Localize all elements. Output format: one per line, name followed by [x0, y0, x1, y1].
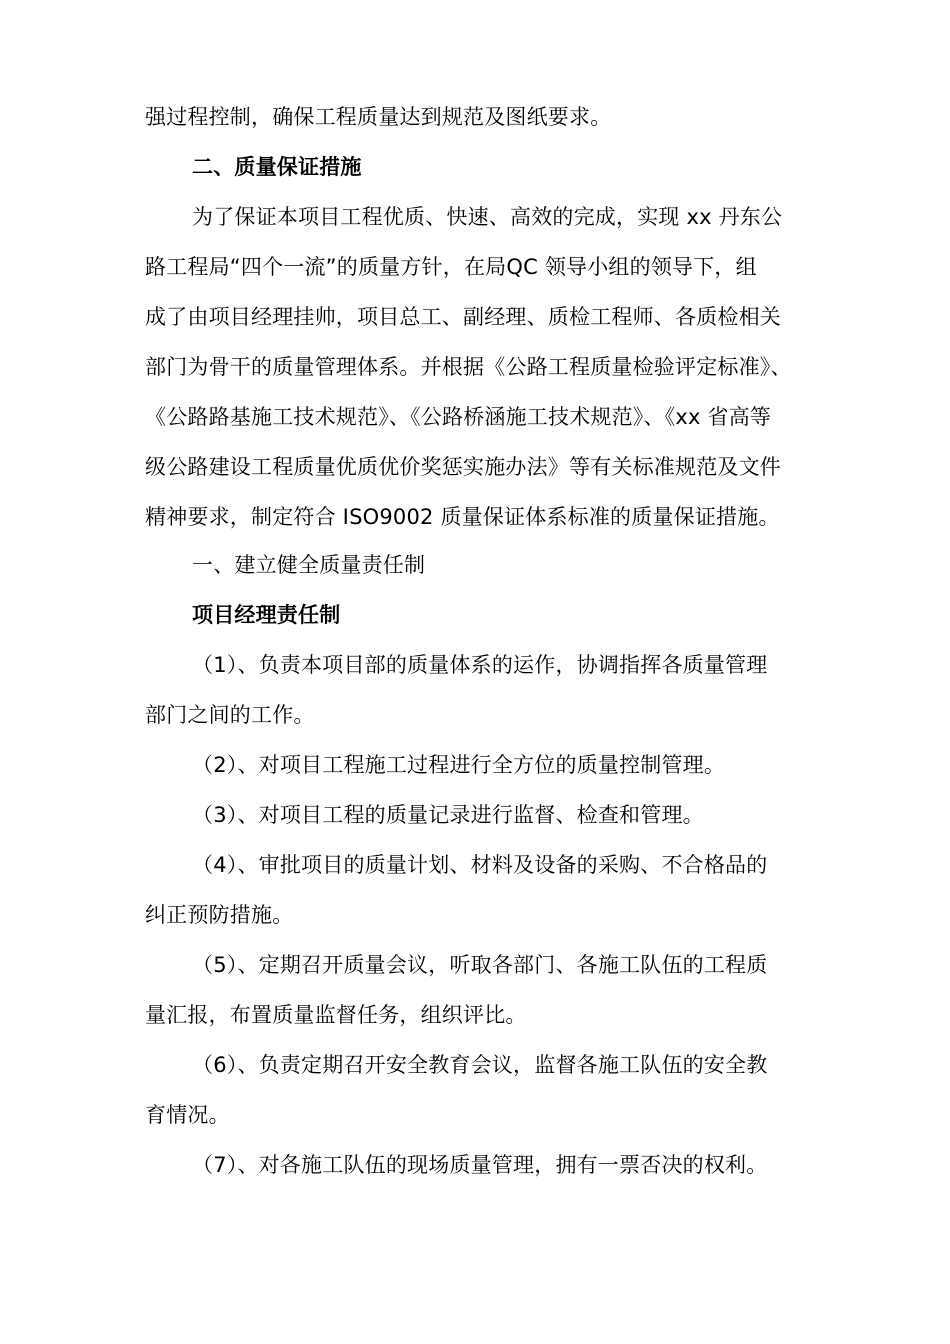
paragraph-line: 精神要求，制定符合 ISO9002 质量保证体系标准的质量保证措施。: [145, 505, 780, 529]
paragraph-line: 《公路路基施工技术规范》、《公路桥涵施工技术规范》、《xx 省高等: [145, 405, 772, 429]
list-item-continuation: 纠正预防措施。: [145, 903, 294, 927]
list-item: （4）、审批项目的质量计划、材料及设备的采购、不合格品的: [192, 853, 768, 877]
list-item: （5）、定期召开质量会议，听取各部门、各施工队伍的工程质: [192, 953, 768, 977]
paragraph-line: 强过程控制，确保工程质量达到规范及图纸要求。: [145, 105, 612, 129]
list-item: （2）、对项目工程施工过程进行全方位的质量控制管理。: [192, 753, 726, 777]
paragraph-line: 路工程局“四个一流”的质量方针，在局QC 领导小组的领导下，组: [145, 255, 757, 279]
section-heading: 二、质量保证措施: [192, 155, 362, 179]
list-item: （1）、负责本项目部的质量体系的运作，协调指挥各质量管理: [192, 653, 768, 677]
subsection-title: 项目经理责任制: [192, 603, 341, 627]
paragraph-line: 级公路建设工程质量优质优价奖惩实施办法》等有关标准规范及文件: [145, 455, 781, 479]
subsection-heading: 一、建立健全质量责任制: [192, 553, 426, 577]
paragraph-line: 成了由项目经理挂帅，项目总工、副经理、质检工程师、各质检相关: [145, 305, 781, 329]
list-item: （3）、对项目工程的质量记录进行监督、检查和管理。: [192, 803, 704, 827]
list-item-continuation: 量汇报，布置质量监督任务，组织评比。: [145, 1003, 527, 1027]
list-item-continuation: 部门之间的工作。: [145, 703, 315, 727]
list-item-continuation: 育情况。: [145, 1103, 230, 1127]
list-item: （6）、负责定期召开安全教育会议，监督各施工队伍的安全教: [192, 1053, 768, 1077]
list-item: （7）、对各施工队伍的现场质量管理，拥有一票否决的权利。: [192, 1153, 768, 1177]
paragraph-line: 部门为骨干的质量管理体系。并根据《公路工程质量检验评定标准》、: [145, 355, 792, 379]
paragraph-line: 为了保证本项目工程优质、快速、高效的完成，实现 xx 丹东公: [192, 205, 783, 229]
